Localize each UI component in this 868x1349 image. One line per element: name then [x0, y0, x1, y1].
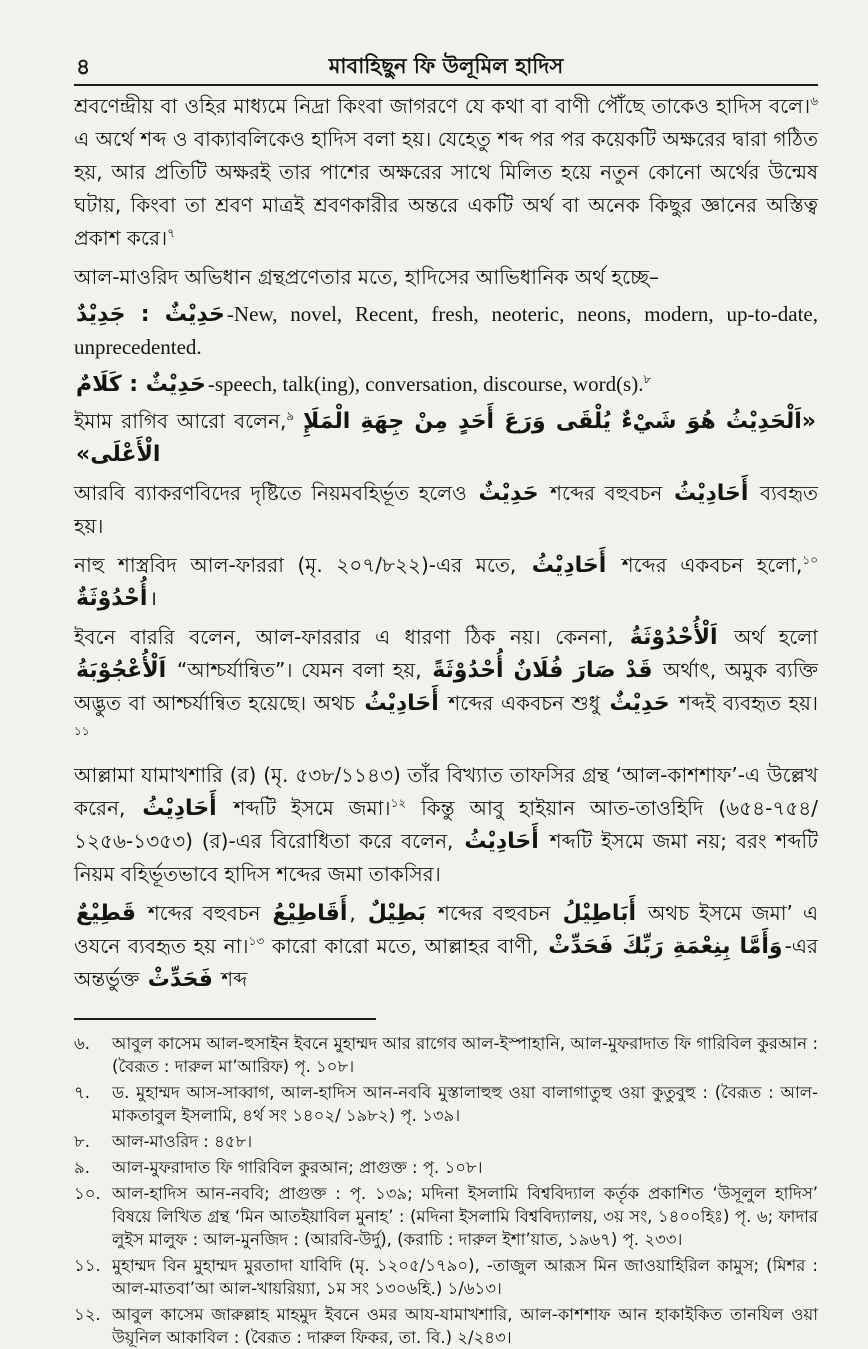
paragraph-text: শব্দই ব্যবহৃত হয়।: [679, 691, 819, 715]
paragraph-text: কিন্তু আবু হাইয়ান আত-তাওহিদি (৬৫৪-৭৫৪/ ১২৫৬-১৩৫৩) (র)-এর বিরোধিতা করে বলেন,: [74, 796, 819, 853]
arabic-term: قَطِيْعٌ: [76, 901, 136, 926]
paragraph-text: ইমাম রাগিব আরো বলেন,: [74, 409, 287, 433]
paragraph-text: শব্দটি ইসমে জমা।: [233, 796, 391, 820]
arabic-term: أَحَادِيْثُ: [142, 796, 217, 821]
footnote-text: আল-হাদিস আন-নববি; প্রাগুক্ত : পৃ. ১৩৯; মদিনা ইসলামি বিশ্ববিদ্যাল কর্তৃক প্রকাশিত ‘উসূলুল হাদিস’ বিষয়ে লিখিত গ্রন্থ ‘মিন আতইয়াবিল মুনাহ’ : (মদিনা ইসলামি বিশ্ববিদ্যালয়, ৩য় সং, ১৪০০হিঃ) পৃ. ৬; ফাদার লুইস মালুফ : আল-মুনজিদ : (আরবি-উর্দু), (করাচি : দারুল ইশা’য়াত, ১৯৬৭) পৃ. ২৩৩।: [112, 1184, 818, 1249]
paragraph-text: শব্দের একবচন শুধু: [448, 691, 600, 715]
paragraph-text: নাহু শাস্ত্রবিদ আল-ফাররা (মৃ. ২০৭/৮২২)-এর মতে,: [74, 553, 517, 577]
paragraph-text: কারো কারো মতে, আল্লাহর বাণী,: [271, 934, 539, 958]
arabic-term: فَحَدِّثْ: [147, 967, 213, 992]
footnote-text: আবুল কাসেম জারুল্লাহ মাহমুদ ইবনে ওমর আয-যামাখশারি, আল-কাশশাফ আন হাকাইকিত তানযিল ওয়া উয়ূনিল আকাবিল : (বৈরূত : দারুল ফিকর, তা. বি.) ২/২৪৩।: [112, 1305, 818, 1347]
footnote-number: ৮.: [74, 1132, 90, 1151]
definition-line-speech: [74, 368, 818, 401]
footnote-ref: ৮: [643, 372, 652, 386]
paragraph-text: ।: [149, 586, 157, 610]
paragraph-almawrid: [74, 261, 818, 294]
page-header: [74, 40, 818, 86]
footnote-divider: [74, 1018, 376, 1020]
paragraph-text: শব্দের বহুবচন: [147, 901, 261, 925]
paragraph-text: শব্দের বহুবচন: [437, 901, 551, 925]
footnote-number: ১০.: [74, 1184, 101, 1203]
arabic-term: حَدِيْثٌ: [478, 481, 539, 506]
footnote-number: ১২.: [74, 1305, 101, 1324]
page-number: ৪: [76, 54, 91, 80]
footnote-text: আল-মাওরিদ : ৪৫৮।: [112, 1132, 253, 1151]
paragraph-text: ব্যবহৃত হয়।: [74, 481, 819, 538]
footnote-ref: ৬: [810, 94, 818, 108]
paragraph-plurals: [74, 897, 818, 996]
footnote-text: মুহাম্মদ বিন মুহাম্মদ মুরতাদা যাবিদি (মৃ. ১২০৫/১৭৯০), -তাজুল আরূস মিন জাওয়াহিরিল কামুস; (মিশর : আল-মাতবা’আ আল-খায়রিয়্যা, ১ম সং ১৩০৬হি.) ১/৬১৩।: [112, 1256, 818, 1298]
footnote-number: ৯.: [74, 1158, 90, 1177]
arabic-phrase: قَدْ صَارَ فُلَانٌ أُحْدُوْثَةً: [432, 658, 653, 683]
footnote-item: [74, 1156, 818, 1179]
paragraph-text: অথচ ইসমে জমা’ এ ওযনে ব্যবহৃত হয় না।: [74, 901, 819, 958]
footnote-item: [74, 1303, 818, 1349]
footnote-ref: ১২: [390, 796, 407, 810]
arabic-term: بَطِيْلٌ: [367, 901, 427, 926]
arabic-term: أَحَادِيْثُ: [464, 829, 539, 854]
footnote-ref: ৯: [286, 409, 295, 423]
paragraph-grammarians: [74, 477, 818, 543]
paragraph-text: ,: [349, 901, 356, 925]
paragraph-text: শব্দের একবচন হলো,: [621, 553, 803, 577]
paragraph-text: আরবি ব্যাকরণবিদের দৃষ্টিতে নিয়মবহির্ভূত হলেও: [74, 481, 467, 505]
footnote-ref: ১৩: [248, 934, 265, 948]
paragraph-text: শব্দের বহুবচন: [550, 481, 663, 505]
paragraph-text: -এর অন্তর্ভুক্ত: [74, 934, 819, 991]
arabic-term: أَحَادِيْثُ: [673, 481, 749, 506]
arabic-term: حَدِيْثٌ : جَدِيْدٌ: [76, 302, 225, 327]
paragraph-text: শব্দ: [221, 967, 248, 991]
english-meanings: -speech, talk(ing), conversation, discourse, word(s).: [207, 372, 644, 396]
running-title: মাবাহিছুন ফি উলূমিল হাদিস: [328, 54, 564, 78]
footnote-number: ১১.: [74, 1256, 101, 1275]
footnote-item: [74, 1130, 818, 1153]
footnote-number: ৭.: [74, 1083, 90, 1102]
footnote-text: ড. মুহাম্মদ আস-সাব্বাগ, আল-হাদিস আন-নববি মুস্তালাহুহু ওয়া বালাগাতুহু ওয়া কুতুবুহু : (বৈরূত : আল-মাকতাবুল ইসলামি, ৪র্থ সং ১৪০২/ ১৯৮২) পৃ. ১৩৯।: [112, 1083, 818, 1125]
paragraph-text: শব্দটি ইসমে জমা নয়; বরং শব্দটি নিয়ম বহির্ভূতভাবে হাদিস শব্দের জমা তাকসির।: [74, 829, 818, 886]
arabic-term: اَلْأُعْجُوْبَةُ: [76, 658, 167, 683]
arabic-quote: «اَلْحَدِيْثُ هُوَ شَيْءٌ يُلْقَى وَرَعَ أَحَدٍ مِنْ جِهَةِ الْمَلَإِ الْأَعْلَى»: [76, 409, 817, 467]
paragraph-text: আল-মাওরিদ অভিধান গ্রন্থপ্রণেতার মতে, হাদিসের আভিধানিক অর্থ হচ্ছে–: [74, 265, 660, 289]
arabic-term: أُحْدُوْثَةٌ: [76, 586, 148, 611]
arabic-quote: وَأَمَّا بِنِعْمَةِ رَبِّكَ فَحَدِّثْ: [548, 934, 783, 959]
paragraph-farra: [74, 549, 818, 615]
arabic-term: أَبَاطِيْلُ: [562, 901, 636, 926]
paragraph-ragib: [74, 405, 818, 471]
footnote-item: [74, 1081, 818, 1127]
footnote-ref: ১১: [74, 724, 90, 738]
footnote-text: আবুল কাসেম আল-হুসাইন ইবনে মুহাম্মদ আর রাগেব আল-ইস্পাহানি, আল-মুফরাদাত ফি গারিবিল কুরআন : (বৈরূত : দারুল মা’আরিফ) পৃ. ১০৮।: [112, 1034, 818, 1076]
arabic-term: أَحَادِيْثُ: [364, 691, 439, 716]
paragraph-definition: [74, 90, 818, 255]
footnote-text: আল-মুফরাদাত ফি গারিবিল কুরআন; প্রাগুক্ত : পৃ. ১০৮।: [112, 1158, 483, 1177]
footnote-number: ৬.: [74, 1034, 90, 1053]
main-text: [74, 90, 818, 996]
definition-line-new: [74, 298, 818, 364]
footnote-ref: ১০: [802, 553, 818, 567]
paragraph-text: আল্লামা যামাখশারি (র) (মৃ. ৫৩৮/১১৪৩) তাঁর বিখ্যাত তাফসির গ্রন্থ ‘আল-কাশশাফ’-এ উল্লেখ করেন,: [74, 763, 818, 820]
paragraph-text: অর্থাৎ, অমুক ব্যক্তি অদ্ভুত বা আশ্চর্যান্বিত হয়েছে। অথচ: [74, 658, 819, 715]
paragraph-text: “আশ্চর্যান্বিত”। যেমন বলা হয়,: [176, 658, 422, 682]
arabic-term: أَحَادِيْثُ: [531, 553, 607, 578]
footnote-item: [74, 1254, 818, 1300]
arabic-term: حَدِيْثٌ: [609, 691, 670, 716]
footnotes: [74, 1032, 818, 1349]
paragraph-text: এ অর্থে শব্দ ও বাক্যাবলিকেও হাদিস বলা হয়। যেহেতু শব্দ পর পর কয়েকটি অক্ষরের দ্বারা গঠিত হয়, আর প্রতিটি অক্ষরই তার পাশের অক্ষরের সাথে মিলিত হয়ে নতুন কোনো অর্থের উন্মেষ ঘটায়, কিংবা তা শ্রবণ মাত্রই শ্রবণকারীর অন্তরে একটি অর্থ বা অনেক কিছুর জ্ঞানের অস্তিত্ব প্রকাশ করে।: [74, 127, 818, 250]
paragraph-text: শ্রবণেন্দ্রীয় বা ওহির মাধ্যমে নিদ্রা কিংবা জাগরণে যে কথা বা বাণী পৌঁছে তাকেও হাদিস বলে।: [74, 94, 811, 118]
arabic-term: حَدِيْثٌ : كَلَامٌ: [76, 372, 206, 397]
english-meanings: -New, novel, Recent, fresh, neoteric, neons, modern, up-to-date, unprecedented.: [74, 302, 818, 359]
paragraph-zamakhshari: [74, 759, 818, 891]
arabic-term: أَقَاطِيْعُ: [272, 901, 348, 926]
paragraph-ibn-barri: [74, 621, 818, 753]
footnote-ref: ৭: [167, 226, 175, 240]
paragraph-text: ইবনে বাররি বলেন, আল-ফাররার এ ধারণা ঠিক নয়। কেননা,: [74, 625, 614, 649]
footnote-item: [74, 1182, 818, 1251]
arabic-term: اَلْأُحْدُوْثَةُ: [629, 625, 718, 650]
paragraph-text: অর্থ হলো: [734, 625, 818, 649]
footnote-item: [74, 1032, 818, 1078]
